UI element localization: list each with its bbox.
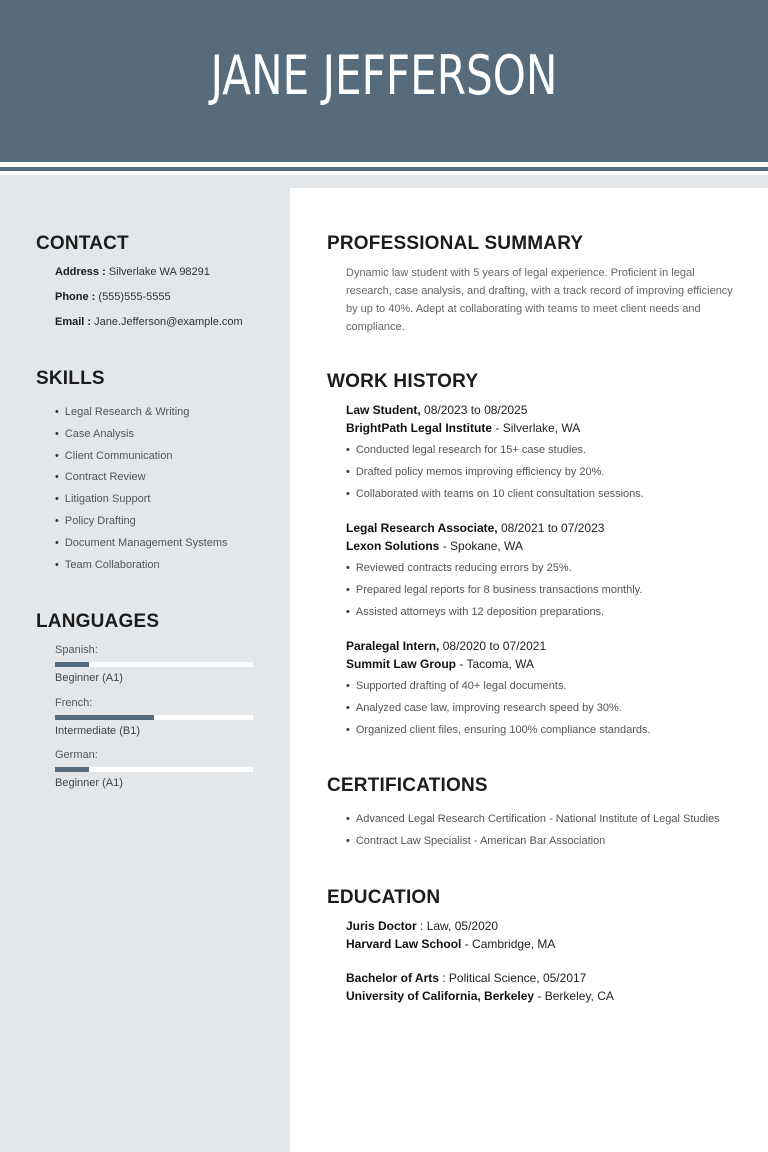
education-location: - Berkeley, CA bbox=[537, 989, 614, 1003]
job-location: - Silverlake, WA bbox=[495, 421, 581, 435]
address-label: Address : bbox=[55, 266, 106, 278]
job-role: Paralegal Intern, bbox=[346, 639, 440, 653]
list-item: • Prepared legal reports for 8 business transactions monthly. bbox=[346, 580, 642, 602]
job-company: Summit Law Group bbox=[346, 657, 457, 671]
email-label: Email : bbox=[55, 316, 92, 328]
list-item: • Analyzed case law, improving research speed by 30%. bbox=[346, 698, 651, 720]
summary-title: PROFESSIONAL SUMMARY bbox=[327, 233, 584, 254]
list-item: • Supported drafting of 40+ legal documents. bbox=[346, 676, 651, 698]
contact-phone bbox=[55, 291, 171, 303]
job-bullets bbox=[346, 440, 644, 505]
list-item: • Team Collaboration bbox=[55, 555, 228, 577]
job-company-line bbox=[346, 421, 580, 435]
job-title-line bbox=[346, 403, 527, 417]
language-bar bbox=[55, 662, 253, 667]
list-item: • Conducted legal research for 15+ case studies. bbox=[346, 440, 644, 462]
language-bar-fill bbox=[55, 767, 89, 772]
list-item: • Contract Law Specialist - American Bar Association bbox=[346, 831, 720, 853]
education-degree-line bbox=[346, 919, 498, 933]
job-role: Law Student, bbox=[346, 403, 421, 417]
header-banner bbox=[0, 0, 768, 162]
language-bar-fill bbox=[55, 715, 154, 720]
language-name: French: bbox=[55, 697, 93, 709]
list-item: • Reviewed contracts reducing errors by 25%. bbox=[346, 558, 642, 580]
education-school-line bbox=[346, 989, 614, 1003]
education-degree-line bbox=[346, 971, 586, 985]
list-item: • Drafted policy memos improving efficiency by 20%. bbox=[346, 462, 644, 484]
contact-email bbox=[55, 316, 243, 328]
language-name: Spanish: bbox=[55, 644, 98, 656]
certifications-title: CERTIFICATIONS bbox=[327, 775, 488, 796]
phone-label: Phone : bbox=[55, 291, 96, 303]
education-field: : Law, 05/2020 bbox=[420, 919, 499, 933]
list-item: • Policy Drafting bbox=[55, 511, 228, 533]
language-level: Intermediate (B1) bbox=[55, 725, 140, 737]
header-divider bbox=[0, 167, 768, 171]
list-item: • Assisted attorneys with 12 deposition preparations. bbox=[346, 602, 642, 624]
education-school-line bbox=[346, 937, 555, 951]
address-value: Silverlake WA 98291 bbox=[108, 266, 210, 278]
list-item: • Advanced Legal Research Certification - National Institute of Legal Studies bbox=[346, 809, 720, 831]
list-item: • Document Management Systems bbox=[55, 533, 228, 555]
top-strip bbox=[290, 175, 768, 188]
skills-title: SKILLS bbox=[36, 368, 105, 389]
education-field: : Political Science, 05/2017 bbox=[442, 971, 587, 985]
list-item: • Case Analysis bbox=[55, 424, 228, 446]
education-degree: Juris Doctor bbox=[346, 919, 417, 933]
language-bar bbox=[55, 767, 253, 772]
education-location: - Cambridge, MA bbox=[464, 937, 556, 951]
language-level: Beginner (A1) bbox=[55, 777, 123, 789]
work-title: WORK HISTORY bbox=[327, 371, 479, 392]
candidate-name: JANE JEFFERSON bbox=[210, 44, 558, 107]
job-dates: 08/2023 to 08/2025 bbox=[424, 403, 528, 417]
job-role: Legal Research Associate, bbox=[346, 521, 498, 535]
job-company: BrightPath Legal Institute bbox=[346, 421, 493, 435]
phone-value: (555)555-5555 bbox=[98, 291, 171, 303]
email-value: Jane.Jefferson@example.com bbox=[94, 316, 243, 328]
job-location: - Spokane, WA bbox=[442, 539, 523, 553]
contact-address bbox=[55, 266, 210, 278]
education-degree: Bachelor of Arts bbox=[346, 971, 439, 985]
job-title-line bbox=[346, 521, 604, 535]
job-dates: 08/2020 to 07/2021 bbox=[442, 639, 547, 653]
list-item: • Client Communication bbox=[55, 446, 228, 468]
languages-title: LANGUAGES bbox=[36, 611, 160, 632]
job-title-line bbox=[346, 639, 546, 653]
list-item: • Collaborated with teams on 10 client consultation sessions. bbox=[346, 484, 644, 506]
education-school: University of California, Berkeley bbox=[346, 989, 535, 1003]
list-item: • Legal Research & Writing bbox=[55, 402, 228, 424]
certifications-list bbox=[346, 809, 720, 853]
contact-title: CONTACT bbox=[36, 233, 129, 254]
job-bullets bbox=[346, 558, 642, 623]
list-item: • Contract Review bbox=[55, 467, 228, 489]
job-location: - Tacoma, WA bbox=[459, 657, 535, 671]
summary-text: Dynamic law student with 5 years of legal experience. Proficient in legal research, case analysis, and drafting, with a track record of improving efficiency by up to 40%. Adept at collaborating with teams to meet client needs and compliance. bbox=[346, 267, 733, 333]
language-name: German: bbox=[55, 749, 98, 761]
education-school: Harvard Law School bbox=[346, 937, 462, 951]
language-bar bbox=[55, 715, 253, 720]
list-item: • Organized client files, ensuring 100% compliance standards. bbox=[346, 720, 651, 742]
language-bar-fill bbox=[55, 662, 89, 667]
skills-list bbox=[55, 402, 228, 576]
job-bullets bbox=[346, 676, 651, 741]
list-item: • Litigation Support bbox=[55, 489, 228, 511]
job-company-line bbox=[346, 539, 523, 553]
job-company: Lexon Solutions bbox=[346, 539, 440, 553]
language-level: Beginner (A1) bbox=[55, 672, 123, 684]
job-company-line bbox=[346, 657, 534, 671]
education-title: EDUCATION bbox=[327, 887, 441, 908]
job-dates: 08/2021 to 07/2023 bbox=[500, 521, 605, 535]
